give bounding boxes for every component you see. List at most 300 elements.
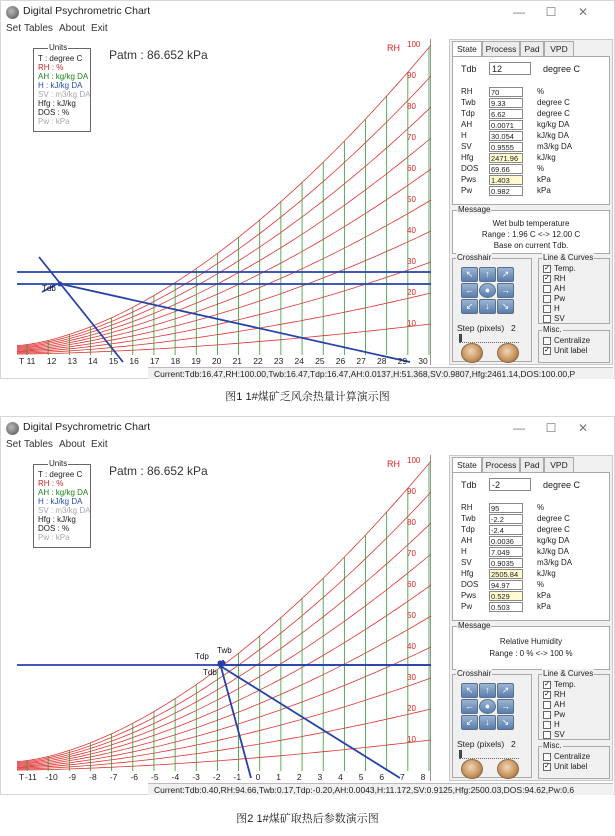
crosshair-header: Crosshair bbox=[457, 669, 492, 678]
checkbox-label: H bbox=[554, 304, 560, 313]
checkbox-icon[interactable] bbox=[543, 285, 551, 293]
state-point-label: Tdp bbox=[195, 652, 209, 661]
misc-toggle-unit-label[interactable] bbox=[543, 762, 611, 772]
units-legend-row: DOS : % bbox=[38, 524, 70, 533]
state-row-label: Hfg bbox=[461, 153, 474, 162]
x-tick-label: 12 bbox=[46, 356, 57, 366]
x-tick-label: 26 bbox=[335, 356, 346, 366]
units-legend-row: AH : kg/kg DA bbox=[38, 488, 89, 497]
units-legend-row: DOS : % bbox=[38, 108, 70, 117]
state-row-value[interactable]: 94.97 bbox=[489, 580, 523, 590]
x-tick-label: 0 bbox=[255, 772, 261, 782]
line-toggle-rh[interactable] bbox=[543, 274, 611, 284]
x-tick-label: 18 bbox=[170, 356, 181, 366]
tab-state[interactable]: State bbox=[452, 457, 482, 472]
x-tick-label: 30 bbox=[418, 356, 428, 366]
state-row-value[interactable]: 95 bbox=[489, 503, 523, 513]
line-toggle-rh[interactable] bbox=[543, 690, 611, 700]
rh-curve bbox=[17, 107, 431, 348]
rh-tick-label: 30 bbox=[407, 673, 416, 682]
message-line-1: Wet bulb temperature bbox=[492, 219, 570, 228]
state-row-label: Pws bbox=[461, 591, 477, 600]
x-tick-label: 16 bbox=[129, 356, 139, 366]
zoom-in-button[interactable] bbox=[497, 343, 519, 363]
rh-curve bbox=[17, 138, 431, 349]
tdb-row bbox=[461, 478, 611, 492]
tdb-row bbox=[461, 62, 611, 76]
checkbox-icon[interactable] bbox=[543, 305, 551, 313]
state-row-label: RH bbox=[461, 503, 473, 512]
state-row-label: Tdp bbox=[461, 525, 475, 534]
tdb-input[interactable]: -2 bbox=[489, 478, 531, 491]
tab-process[interactable]: Process bbox=[482, 457, 520, 472]
tdb-input[interactable]: 12 bbox=[489, 62, 531, 75]
state-row-value[interactable]: 70 bbox=[489, 87, 523, 97]
message-line-2: Range : 1.96 C <-> 12.00 C bbox=[481, 230, 581, 239]
state-row-unit: kPa bbox=[537, 186, 551, 195]
rh-curve bbox=[17, 523, 431, 764]
line-toggle-pw[interactable] bbox=[543, 710, 611, 720]
misc-toggle-centralize[interactable] bbox=[543, 752, 611, 762]
minimize-button[interactable]: — bbox=[513, 421, 525, 435]
menu-about[interactable]: About bbox=[59, 439, 86, 450]
state-line bbox=[221, 667, 251, 778]
tdb-unit: degree C bbox=[543, 480, 581, 490]
rh-tick-label: 80 bbox=[407, 518, 416, 527]
state-row-unit: kg/kg DA bbox=[537, 120, 570, 129]
line-toggle-temp-[interactable] bbox=[543, 680, 611, 690]
x-tick-label: 11 bbox=[26, 356, 36, 366]
checkbox-icon[interactable] bbox=[543, 315, 551, 323]
rh-tick-label: 50 bbox=[407, 611, 416, 620]
message-line-2: Range : 0 % <-> 100 % bbox=[489, 649, 573, 658]
patm-readout: Patm : 86.652 kPa bbox=[109, 48, 208, 62]
psychrometric-app-window bbox=[0, 416, 615, 795]
figure-caption-1: 图1 1#煤矿乏风余热量计算演示图 bbox=[225, 391, 390, 403]
state-row-tdp bbox=[461, 525, 611, 535]
x-tick-label: 19 bbox=[191, 356, 201, 366]
state-row-dos bbox=[461, 164, 611, 174]
state-row-unit: % bbox=[537, 87, 545, 96]
checkbox-label: Pw bbox=[554, 710, 566, 719]
state-row-value[interactable]: 2471.96 bbox=[489, 153, 523, 163]
menu-tables[interactable]: Tables bbox=[24, 23, 53, 34]
state-row-value[interactable]: 0.982 bbox=[489, 186, 523, 196]
state-row-twb bbox=[461, 98, 611, 108]
state-point bbox=[219, 664, 224, 669]
step-label: Step (pixels) bbox=[457, 323, 505, 333]
tab-process[interactable]: Process bbox=[482, 41, 520, 56]
misc-toggle-unit-label[interactable] bbox=[543, 346, 611, 356]
rh-tick-label: 10 bbox=[407, 735, 416, 744]
units-legend-row: Hfg : kJ/kg bbox=[38, 515, 76, 524]
x-tick-label: -9 bbox=[68, 772, 77, 782]
x-tick-label: -7 bbox=[109, 772, 118, 782]
state-row-unit: degree C bbox=[537, 525, 570, 534]
misc-header: Misc. bbox=[543, 741, 562, 750]
x-axis-label: T bbox=[19, 356, 25, 366]
state-row-value[interactable]: -2.4 bbox=[489, 525, 523, 535]
close-button[interactable]: ✕ bbox=[577, 5, 589, 19]
x-tick-label: 7 bbox=[400, 772, 405, 782]
state-row-label: H bbox=[461, 547, 467, 556]
state-row-unit: m3/kg DA bbox=[537, 558, 573, 567]
x-tick-label: 3 bbox=[317, 772, 323, 782]
lines-curves-header: Line & Curves bbox=[543, 253, 594, 262]
lines-curves-group bbox=[538, 669, 610, 740]
state-row-label: SV bbox=[461, 142, 472, 151]
units-legend-header: Units bbox=[49, 43, 68, 52]
x-tick-label: 22 bbox=[253, 356, 263, 366]
misc-group bbox=[538, 741, 610, 779]
state-row-sv bbox=[461, 142, 611, 152]
step-value[interactable]: 2 bbox=[511, 323, 516, 333]
line-toggle-ah[interactable] bbox=[543, 284, 611, 294]
checkbox-icon[interactable] bbox=[543, 721, 551, 729]
x-tick-label: 4 bbox=[338, 772, 343, 782]
checkbox-label: Unit label bbox=[554, 346, 588, 355]
checkbox-label: RH bbox=[554, 274, 566, 283]
state-row-value[interactable]: 0.9555 bbox=[489, 142, 523, 152]
rh-tick-label: 40 bbox=[407, 642, 416, 651]
state-row-value[interactable]: 6.62 bbox=[489, 109, 523, 119]
units-legend-row: SV : m3/kg DA bbox=[38, 90, 91, 99]
checkbox-icon[interactable]: ✓ bbox=[544, 691, 550, 698]
state-row-h bbox=[461, 131, 611, 141]
units-legend-row: AH : kg/kg DA bbox=[38, 72, 89, 81]
move-down-left-button[interactable]: ↙ bbox=[461, 715, 478, 730]
checkbox-label: SV bbox=[554, 314, 565, 323]
x-tick-label: -8 bbox=[89, 772, 97, 782]
state-row-label: H bbox=[461, 131, 467, 140]
units-legend-row: Hfg : kJ/kg bbox=[38, 99, 76, 108]
app-icon bbox=[6, 422, 19, 435]
maximize-button[interactable]: ☐ bbox=[545, 421, 557, 435]
x-tick-label: 1 bbox=[276, 772, 281, 782]
state-row-rh bbox=[461, 87, 611, 97]
state-row-label: Pw bbox=[461, 186, 473, 195]
x-tick-label: 24 bbox=[294, 356, 304, 366]
x-tick-label: -4 bbox=[171, 772, 180, 782]
misc-group bbox=[538, 325, 610, 363]
line-toggle-temp-[interactable] bbox=[543, 264, 611, 274]
rh-tick-label: 100 bbox=[407, 456, 421, 465]
line-toggle-h[interactable] bbox=[543, 720, 611, 730]
crosshair-header: Crosshair bbox=[457, 253, 492, 262]
state-row-value[interactable]: 0.9035 bbox=[489, 558, 523, 568]
x-tick-label: 6 bbox=[379, 772, 385, 782]
state-row-unit: kPa bbox=[537, 175, 551, 184]
checkbox-label: SV bbox=[554, 730, 565, 739]
checkbox-icon[interactable] bbox=[543, 701, 551, 709]
state-row-pw bbox=[461, 186, 611, 196]
line-toggle-sv[interactable] bbox=[543, 314, 611, 324]
rh-tick-label: 10 bbox=[407, 319, 416, 328]
checkbox-icon[interactable]: ✓ bbox=[544, 763, 550, 770]
state-point-label: Tdb bbox=[203, 668, 217, 677]
state-row-unit: degree C bbox=[537, 514, 570, 523]
x-tick-label: -6 bbox=[130, 772, 138, 782]
state-row-value[interactable]: -2.2 bbox=[489, 514, 523, 524]
center-button[interactable]: ● bbox=[479, 283, 496, 298]
patm-readout: Patm : 86.652 kPa bbox=[109, 464, 208, 478]
slider-knob[interactable] bbox=[459, 334, 462, 342]
zoom-out-button[interactable] bbox=[461, 343, 483, 363]
state-row-label: AH bbox=[461, 120, 473, 129]
rh-tick-label: 60 bbox=[407, 580, 416, 589]
state-row-unit: m3/kg DA bbox=[537, 142, 573, 151]
rh-curve bbox=[17, 740, 431, 770]
title-bar bbox=[1, 1, 614, 23]
state-row-label: Hfg bbox=[461, 569, 474, 578]
x-tick-label: 21 bbox=[232, 356, 243, 366]
state-panel bbox=[452, 56, 610, 205]
state-row-label: DOS bbox=[461, 580, 479, 589]
state-row-value[interactable]: 30.054 bbox=[489, 131, 523, 141]
checkbox-label: Temp. bbox=[554, 680, 576, 689]
checkbox-label: Unit label bbox=[554, 762, 588, 771]
step-label: Step (pixels) bbox=[457, 739, 505, 749]
move-left-button[interactable]: ← bbox=[461, 283, 478, 298]
minimize-button[interactable]: — bbox=[513, 5, 525, 19]
state-row-twb bbox=[461, 514, 611, 524]
figure-caption-2: 图2 1#煤矿取热后参数演示图 bbox=[236, 813, 379, 825]
units-legend-row: RH : % bbox=[38, 63, 64, 72]
state-row-label: Pw bbox=[461, 602, 473, 611]
tdb-unit: degree C bbox=[543, 64, 581, 74]
checkbox-icon[interactable] bbox=[543, 295, 551, 303]
state-point bbox=[58, 282, 63, 287]
x-tick-label: 5 bbox=[358, 772, 364, 782]
line-toggle-sv[interactable] bbox=[543, 730, 611, 740]
x-tick-label: 29 bbox=[397, 356, 408, 366]
menu-bar bbox=[1, 22, 614, 37]
menu-tables[interactable]: Tables bbox=[24, 439, 53, 450]
move-down-right-button[interactable]: ↘ bbox=[497, 299, 514, 314]
rh-tick-label: 40 bbox=[407, 226, 416, 235]
units-legend-rows bbox=[38, 470, 91, 542]
units-legend-row: H : kJ/kg DA bbox=[38, 497, 83, 506]
checkbox-label: H bbox=[554, 720, 560, 729]
state-row-unit: % bbox=[537, 580, 545, 589]
x-tick-label: -10 bbox=[45, 772, 58, 782]
move-right-button[interactable]: → bbox=[497, 699, 514, 714]
x-tick-label: -2 bbox=[212, 772, 221, 782]
state-row-unit: kPa bbox=[537, 591, 551, 600]
tab-state[interactable]: State bbox=[452, 41, 482, 56]
crosshair-group bbox=[452, 253, 532, 362]
lines-curves-group bbox=[538, 253, 610, 324]
x-tick-label: 27 bbox=[356, 356, 366, 366]
step-value[interactable]: 2 bbox=[511, 739, 516, 749]
message-box bbox=[452, 621, 610, 670]
state-row-unit: kJ/kg DA bbox=[537, 547, 570, 556]
message-box bbox=[452, 205, 610, 254]
state-row-label: DOS bbox=[461, 164, 479, 173]
state-row-hfg bbox=[461, 569, 611, 579]
state-point-label: Tdb bbox=[42, 284, 56, 293]
center-button[interactable]: ● bbox=[479, 699, 496, 714]
checkbox-icon[interactable] bbox=[543, 731, 551, 739]
move-up-right-button[interactable]: ↗ bbox=[497, 267, 514, 282]
state-row-pws bbox=[461, 591, 611, 601]
state-row-value[interactable]: 0.503 bbox=[489, 602, 523, 612]
menu-set[interactable]: Set bbox=[6, 23, 22, 34]
rh-tick-label: 90 bbox=[407, 71, 416, 80]
x-tick-label: 14 bbox=[88, 356, 98, 366]
tab-vpd[interactable]: VPD bbox=[544, 457, 574, 472]
move-down-button[interactable]: ↓ bbox=[479, 299, 496, 314]
rh-curve bbox=[17, 200, 431, 350]
state-row-value[interactable]: 0.0071 bbox=[489, 120, 523, 130]
crosshair-group bbox=[452, 669, 532, 778]
close-button[interactable]: ✕ bbox=[577, 421, 589, 435]
line-toggle-h[interactable] bbox=[543, 304, 611, 314]
rh-tick-label: 70 bbox=[407, 549, 416, 558]
zoom-out-button[interactable] bbox=[461, 759, 483, 779]
x-tick-label: -3 bbox=[192, 772, 200, 782]
move-up-button[interactable]: ↑ bbox=[479, 267, 496, 282]
x-tick-label: -5 bbox=[151, 772, 159, 782]
state-row-value[interactable]: 0.0036 bbox=[489, 536, 523, 546]
move-up-left-button[interactable]: ↖ bbox=[461, 267, 478, 282]
move-right-button[interactable]: → bbox=[497, 283, 514, 298]
units-legend-row: H : kJ/kg DA bbox=[38, 81, 83, 90]
tab-pad[interactable]: Pad bbox=[520, 457, 544, 472]
units-legend-row: RH : % bbox=[38, 479, 64, 488]
x-tick-label: 28 bbox=[377, 356, 387, 366]
state-row-value[interactable]: 2505.84 bbox=[489, 569, 523, 579]
rh-tick-label: 80 bbox=[407, 102, 416, 111]
lines-curves-header: Line & Curves bbox=[543, 669, 594, 678]
state-row-h bbox=[461, 547, 611, 557]
state-row-label: SV bbox=[461, 558, 472, 567]
state-row-label: Pws bbox=[461, 175, 477, 184]
units-legend-row: Pw : kPa bbox=[38, 117, 70, 126]
step-slider[interactable] bbox=[459, 751, 519, 759]
rh-curve bbox=[17, 324, 431, 354]
checkbox-label: Centralize bbox=[554, 336, 591, 345]
checkbox-label: Centralize bbox=[554, 752, 591, 761]
menu-set[interactable]: Set bbox=[6, 439, 22, 450]
line-toggle-pw[interactable] bbox=[543, 294, 611, 304]
message-header: Message bbox=[458, 205, 491, 214]
rh-axis-label: RH bbox=[387, 459, 400, 469]
menu-exit[interactable]: Exit bbox=[91, 23, 108, 34]
x-axis-label: T bbox=[19, 772, 25, 782]
state-row-label: RH bbox=[461, 87, 473, 96]
state-row-label: Twb bbox=[461, 98, 476, 107]
tab-pad[interactable]: Pad bbox=[520, 41, 544, 56]
checkbox-icon[interactable]: ✓ bbox=[544, 347, 550, 354]
state-row-unit: degree C bbox=[537, 98, 570, 107]
state-row-hfg bbox=[461, 153, 611, 163]
side-panel bbox=[449, 39, 613, 365]
rh-curve bbox=[17, 616, 431, 766]
window-title: Digital Psychrometric Chart bbox=[23, 421, 151, 433]
x-tick-label: 25 bbox=[315, 356, 325, 366]
line-toggle-ah[interactable] bbox=[543, 700, 611, 710]
state-row-unit: % bbox=[537, 503, 545, 512]
checkbox-label: Temp. bbox=[554, 264, 576, 273]
checkbox-icon[interactable]: ✓ bbox=[544, 275, 550, 282]
zoom-in-button[interactable] bbox=[497, 759, 519, 779]
state-row-value[interactable]: 9.33 bbox=[489, 98, 523, 108]
rh-axis-label: RH bbox=[387, 43, 400, 53]
checkbox-icon[interactable]: ✓ bbox=[544, 265, 550, 272]
state-row-unit: % bbox=[537, 164, 545, 173]
move-down-left-button[interactable]: ↙ bbox=[461, 299, 478, 314]
rh-tick-label: 20 bbox=[407, 704, 416, 713]
state-row-unit: kJ/kg bbox=[537, 569, 556, 578]
tab-vpd[interactable]: VPD bbox=[544, 41, 574, 56]
checkbox-label: AH bbox=[554, 700, 566, 709]
state-row-value[interactable]: 69.66 bbox=[489, 164, 523, 174]
status-bar: Current:Tdb:0.40,RH:94.66,Twb:0.17,Tdp:-0.20,AH:0.0043,H:11.172,SV:0.9125,Hfg:2500.03,DOS:94.62,Pw:0.6 bbox=[148, 783, 613, 795]
state-row-value[interactable]: 7.049 bbox=[489, 547, 523, 557]
units-legend bbox=[33, 459, 91, 548]
state-panel bbox=[452, 472, 610, 621]
checkbox-icon[interactable]: ✓ bbox=[544, 681, 550, 688]
maximize-button[interactable]: ☐ bbox=[545, 5, 557, 19]
state-row-pws bbox=[461, 175, 611, 185]
rh-tick-label: 50 bbox=[407, 195, 416, 204]
slider-knob[interactable] bbox=[459, 750, 462, 758]
move-up-right-button[interactable]: ↗ bbox=[497, 683, 514, 698]
state-row-rh bbox=[461, 503, 611, 513]
move-up-button[interactable]: ↑ bbox=[479, 683, 496, 698]
step-slider[interactable] bbox=[459, 335, 519, 343]
state-row-unit: kJ/kg bbox=[537, 153, 556, 162]
units-legend bbox=[33, 43, 91, 132]
side-panel bbox=[449, 455, 613, 781]
crosshair-pad bbox=[461, 683, 515, 731]
checkbox-icon[interactable] bbox=[543, 337, 551, 345]
checkbox-icon[interactable] bbox=[543, 711, 551, 719]
checkbox-label: Pw bbox=[554, 294, 566, 303]
rh-tick-label: 20 bbox=[407, 288, 416, 297]
x-tick-label: 13 bbox=[67, 356, 77, 366]
state-point-label: Twb bbox=[217, 646, 232, 655]
state-row-unit: degree C bbox=[537, 109, 570, 118]
crosshair-pad bbox=[461, 267, 515, 315]
move-left-button[interactable]: ← bbox=[461, 699, 478, 714]
state-row-label: Tdp bbox=[461, 109, 475, 118]
units-legend-row: Pw : kPa bbox=[38, 533, 70, 542]
misc-toggle-centralize[interactable] bbox=[543, 336, 611, 346]
move-up-left-button[interactable]: ↖ bbox=[461, 683, 478, 698]
move-down-right-button[interactable]: ↘ bbox=[497, 715, 514, 730]
units-legend-row: SV : m3/kg DA bbox=[38, 506, 91, 515]
status-bar: Current:Tdb:16.47,RH:100.00,Twb:16.47,Tdp:16.47,AH:0.0137,H:51.368,SV:0.9807,Hfg:2461.14,DOS:100.00,P bbox=[148, 367, 613, 379]
checkbox-icon[interactable] bbox=[543, 753, 551, 761]
rh-curve bbox=[17, 554, 431, 765]
state-row-value[interactable]: 0.529 bbox=[489, 591, 523, 601]
tdb-label: Tdb bbox=[461, 480, 477, 490]
message-line-1: Relative Humidity bbox=[499, 637, 563, 646]
menu-exit[interactable]: Exit bbox=[91, 439, 108, 450]
x-tick-label: 15 bbox=[108, 356, 119, 366]
window-title: Digital Psychrometric Chart bbox=[23, 5, 151, 17]
app-icon bbox=[6, 6, 19, 19]
units-legend-row: T : degree C bbox=[38, 54, 83, 63]
x-tick-label: 23 bbox=[273, 356, 284, 366]
menu-about[interactable]: About bbox=[59, 23, 86, 34]
move-down-button[interactable]: ↓ bbox=[479, 715, 496, 730]
x-tick-label: -11 bbox=[25, 772, 37, 782]
state-row-value[interactable]: 1.403 bbox=[489, 175, 523, 185]
rh-tick-label: 90 bbox=[407, 487, 416, 496]
